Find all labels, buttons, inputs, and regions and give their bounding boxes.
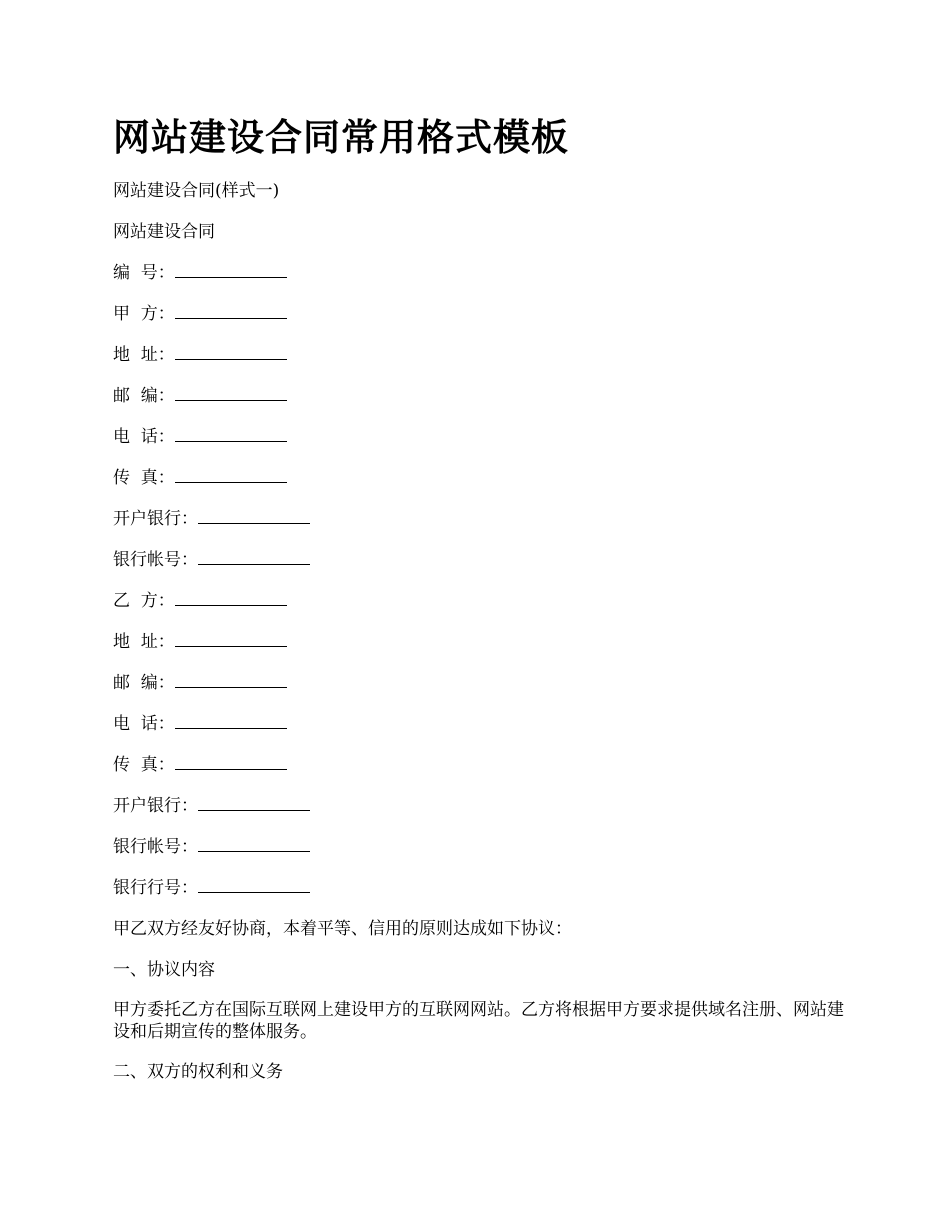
field-blank-line xyxy=(175,384,287,401)
field-label: 邮 编： xyxy=(113,386,175,406)
document-page xyxy=(113,112,858,1101)
contract-field-row xyxy=(113,384,858,408)
field-label: 银行帐号： xyxy=(113,550,198,570)
contract-field-row xyxy=(113,548,858,572)
field-blank-line xyxy=(175,712,287,729)
field-blank-line xyxy=(175,425,287,442)
field-label: 开户银行： xyxy=(113,509,198,529)
intro-text: 甲乙双方经友好协商，本着平等、信用的原则达成如下协议： xyxy=(113,919,572,939)
field-blank-line xyxy=(175,466,287,483)
field-label: 银行行号： xyxy=(113,878,198,898)
contract-field-row xyxy=(113,261,858,285)
contract-field-row xyxy=(113,507,858,531)
contract-field-row xyxy=(113,835,858,859)
contract-fields xyxy=(113,261,858,900)
field-blank-line xyxy=(198,794,310,811)
field-blank-line xyxy=(175,261,287,278)
contract-field-row xyxy=(113,425,858,449)
section-2-heading: 二、双方的权利和义务 xyxy=(113,1062,283,1082)
field-label: 甲 方： xyxy=(113,304,175,324)
contract-field-row xyxy=(113,302,858,326)
section-1-heading: 一、协议内容 xyxy=(113,960,215,980)
contract-field-row xyxy=(113,712,858,736)
field-blank-line xyxy=(198,507,310,524)
field-label: 传 真： xyxy=(113,468,175,488)
contract-field-row xyxy=(113,630,858,654)
field-label: 开户银行： xyxy=(113,796,198,816)
field-blank-line xyxy=(175,630,287,647)
field-label: 电 话： xyxy=(113,714,175,734)
contract-field-row xyxy=(113,589,858,613)
field-label: 地 址： xyxy=(113,345,175,365)
contract-field-row xyxy=(113,671,858,695)
field-label: 银行帐号： xyxy=(113,837,198,857)
field-label: 电 话： xyxy=(113,427,175,447)
document-subtitle: 网站建设合同(样式一) xyxy=(113,181,280,201)
field-blank-line xyxy=(175,343,287,360)
field-label: 乙 方： xyxy=(113,591,175,611)
contract-field-row xyxy=(113,466,858,490)
contract-field-row xyxy=(113,876,858,900)
field-label: 传 真： xyxy=(113,755,175,775)
field-blank-line xyxy=(198,876,310,893)
contract-field-row xyxy=(113,794,858,818)
field-blank-line xyxy=(198,835,310,852)
document-title: 网站建设合同常用格式模板 xyxy=(113,115,569,159)
contract-field-row xyxy=(113,753,858,777)
contract-field-row xyxy=(113,343,858,367)
section-1-body: 甲方委托乙方在国际互联网上建设甲方的互联网网站。乙方将根据甲方要求提供域名注册、网站建设和后期宣传的整体服务。 xyxy=(113,1000,844,1042)
field-blank-line xyxy=(175,671,287,688)
field-blank-line xyxy=(175,753,287,770)
contract-name: 网站建设合同 xyxy=(113,222,215,242)
field-label: 编 号： xyxy=(113,263,175,283)
field-blank-line xyxy=(175,589,287,606)
field-label: 地 址： xyxy=(113,632,175,652)
field-label: 邮 编： xyxy=(113,673,175,693)
field-blank-line xyxy=(198,548,310,565)
field-blank-line xyxy=(175,302,287,319)
